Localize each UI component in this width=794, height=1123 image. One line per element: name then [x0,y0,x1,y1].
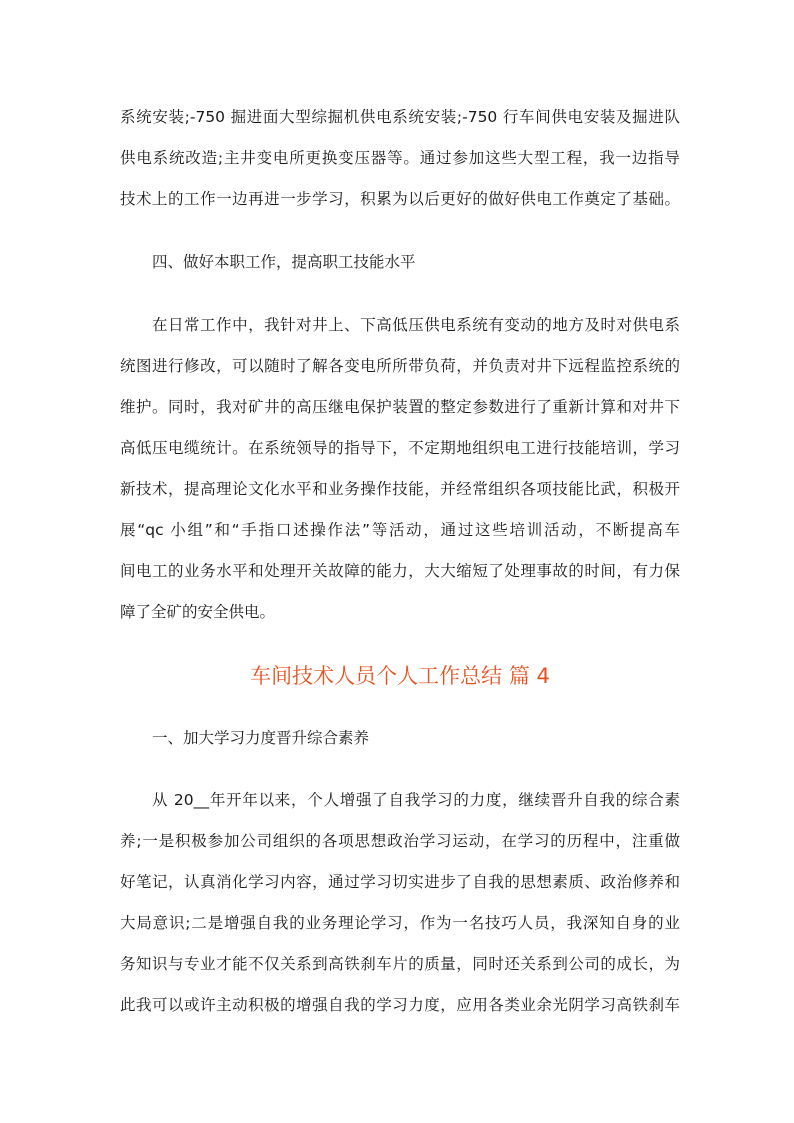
section-heading: 四、做好本职工作，提高职工技能水平 [152,253,416,271]
paragraph-line: 供电系统改造;主井变电所更换变压器等。通过参加这些大型工程，我一边指导 [120,149,680,167]
paragraph-line: 从 20__年开年以来，个人增强了自我学习的力度，继续晋升自我的综合素 [152,791,680,809]
section-heading: 一、加大学习力度晋升综合素养 [152,729,370,747]
paragraph-line: 新技术，提高理论文化水平和业务操作技能，并经常组织各项技能比武，积极开 [120,480,680,498]
paragraph-line: 此我可以或许主动积极的增强自我的学习力度，应用各类业余光阴学习高铁刹车 [120,996,680,1014]
paragraph-line: 统图进行修改，可以随时了解各变电所所带负荷，并负责对井下远程监控系统的 [120,357,680,375]
paragraph-line: 展“qc 小组”和“手指口述操作法”等活动，通过这些培训活动，不断提高车 [120,521,680,539]
paragraph-line: 技术上的工作一边再进一步学习，积累为以后更好的做好供电工作奠定了基础。 [120,190,680,208]
paragraph-line: 障了全矿的安全供电。 [120,603,276,621]
paragraph-line: 系统安装;-750 掘进面大型综掘机供电系统安装;-750 行车间供电安装及掘进队 [120,108,680,126]
paragraph-line: 养;一是积极参加公司组织的各项思想政治学习运动，在学习的历程中，注重做 [120,832,680,850]
paragraph-line: 好笔记，认真消化学习内容，通过学习切实进步了自我的思想素质、政治修养和 [120,873,680,891]
paragraph-line: 高低压电缆统计。在系统领导的指导下，不定期地组织电工进行技能培训，学习 [120,439,680,457]
paragraph-line: 务知识与专业才能不仅关系到高铁刹车片的质量，同时还关系到公司的成长，为 [120,955,680,973]
chapter-title: 车间技术人员个人工作总结 篇 4 [250,664,550,688]
paragraph-line: 大局意识;二是增强自我的业务理论学习，作为一名技巧人员，我深知自身的业 [120,914,680,932]
paragraph-line: 在日常工作中，我针对井上、下高低压供电系统有变动的地方及时对供电系 [152,316,680,334]
paragraph-line: 维护。同时，我对矿井的高压继电保护装置的整定参数进行了重新计算和对井下 [120,398,680,416]
paragraph-line: 间电工的业务水平和处理开关故障的能力，大大缩短了处理事故的时间，有力保 [120,562,680,580]
